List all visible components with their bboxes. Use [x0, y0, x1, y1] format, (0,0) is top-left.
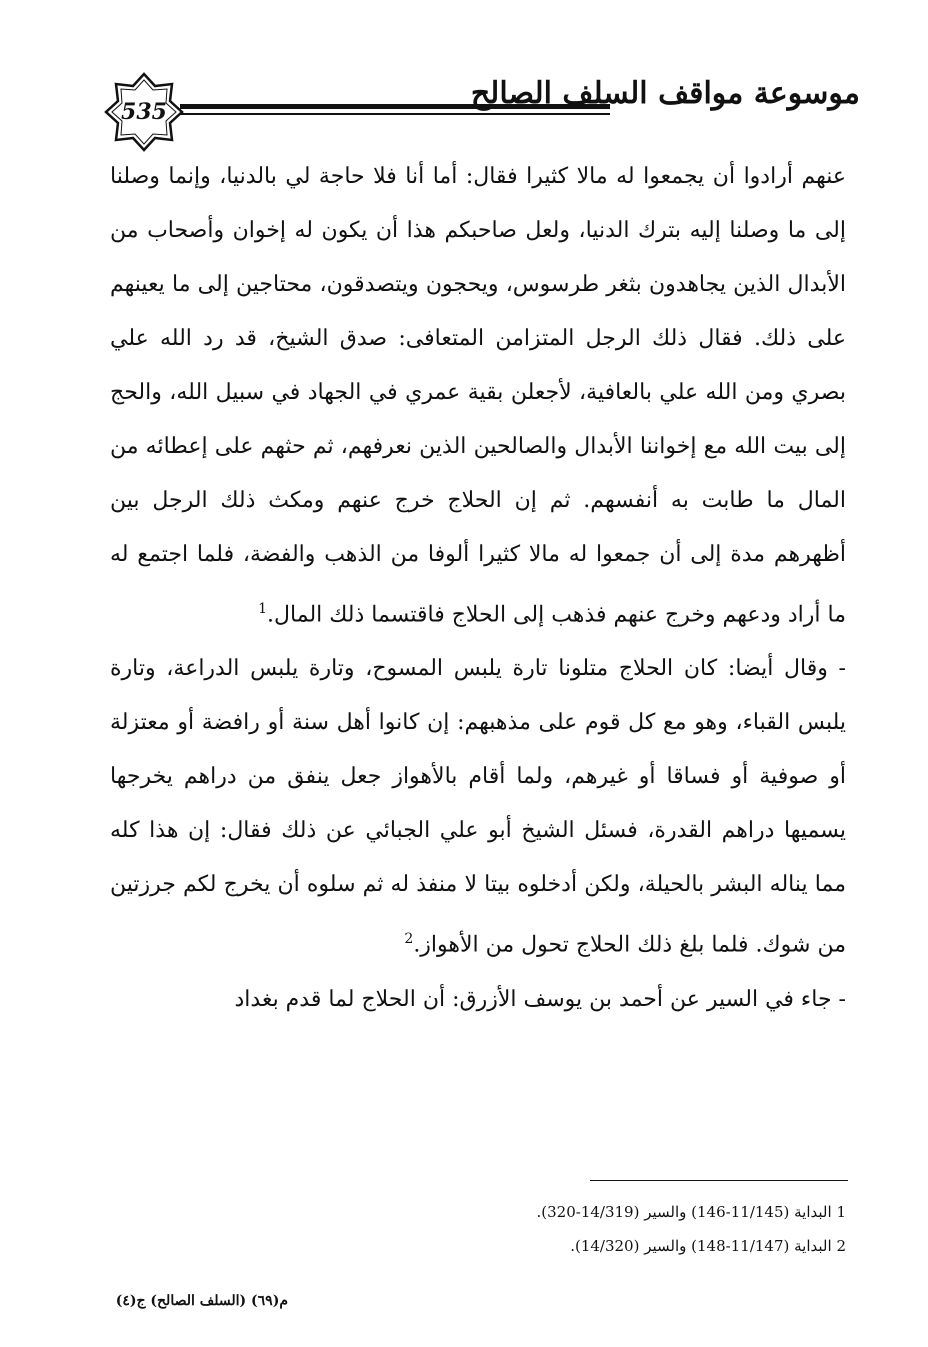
header-rule-thin	[180, 113, 610, 115]
page-number: 535	[121, 99, 167, 125]
page-number-badge	[102, 70, 186, 154]
paragraph-text: - جاء في السير عن أحمد بن يوسف الأزرق: أن الحلاج لما قدم بغداد	[234, 986, 846, 1012]
paragraph	[110, 642, 846, 972]
footnote-mark: 2	[404, 931, 414, 948]
paragraph-text: عنهم أرادوا أن يجمعوا له مالا كثيرا فقال: أما أنا فلا حاجة لي بالدنيا، وإنما وصلنا إلى ما وصلنا إليه بترك الدنيا، ولعل صاحبكم هذا أن يكون له إخوان وأصحاب من الأبدال الذين يجاهدون بثغر طرسوس، ويحجون ويتصدقون، محتاجين إلى ما يعينهم على ذلك. فقال ذلك الرجل المتزامن المتعافى: صدق الشيخ، قد رد الله علي بصري ومن الله علي بالعافية، لأجعلن بقية عمري في الجهاد في سبيل الله، والحج إلى بيت الله مع إخواننا الأبدال والصالحين الذين نعرفهم، ثم حثهم على إعطائه من المال ما طابت به أنفسهم. ثم إن الحلاج خرج عنهم ومكث ذلك الرجل بين أظهرهم مدة إلى أن جمعوا له مالا كثيرا ألوفا من الذهب والفضة، فلما اجتمع له ما أراد ودعهم وخرج عنهم فذهب إلى الحلاج فاقتسما ذلك المال.	[110, 164, 847, 628]
body-text	[110, 150, 846, 1027]
footnote-text: البداية (11/145-146) والسير (14/319-320).	[536, 1203, 832, 1221]
running-title: موسوعة مواقف السلف الصالح	[470, 76, 860, 111]
footnote	[400, 1229, 846, 1263]
paragraph-text: - وقال أيضا: كان الحلاج متلونا تارة يلبس المسوح، وتارة يلبس الدراعة، وتارة يلبس القباء، وهو مع كل قوم على مذهبهم: إن كانوا أهل سنة أو رافضة أو معتزلة أو صوفية أو فساقا أو غيرهم، ولما أقام بالأهواز جعل ينفق من دراهم يخرجها يسميها دراهم القدرة، فسئل الشيخ أبو علي الجبائي عن ذلك فقال: إن هذا كله مما يناله البشر بالحيلة، ولكن أدخلوه بيتا لا منفذ له ثم سلوه أن يخرج لكم جرزتين من شوك. فلما بلغ ذلك الحلاج تحول من الأهواز.	[110, 656, 846, 958]
footnote-number: 1	[836, 1203, 846, 1221]
footnote-mark: 1	[258, 601, 268, 617]
paragraph	[110, 150, 846, 642]
signature-mark: م(٦٩) (السلف الصالح) ج(٤)	[115, 1293, 288, 1309]
footnote-text: البداية (11/147-148) والسير (14/320).	[570, 1237, 832, 1255]
footnotes	[400, 1195, 846, 1263]
page-header	[100, 70, 860, 150]
footnote-separator	[590, 1180, 848, 1181]
footnote-number: 2	[836, 1237, 846, 1255]
footnote	[400, 1195, 846, 1229]
paragraph	[110, 973, 846, 1027]
